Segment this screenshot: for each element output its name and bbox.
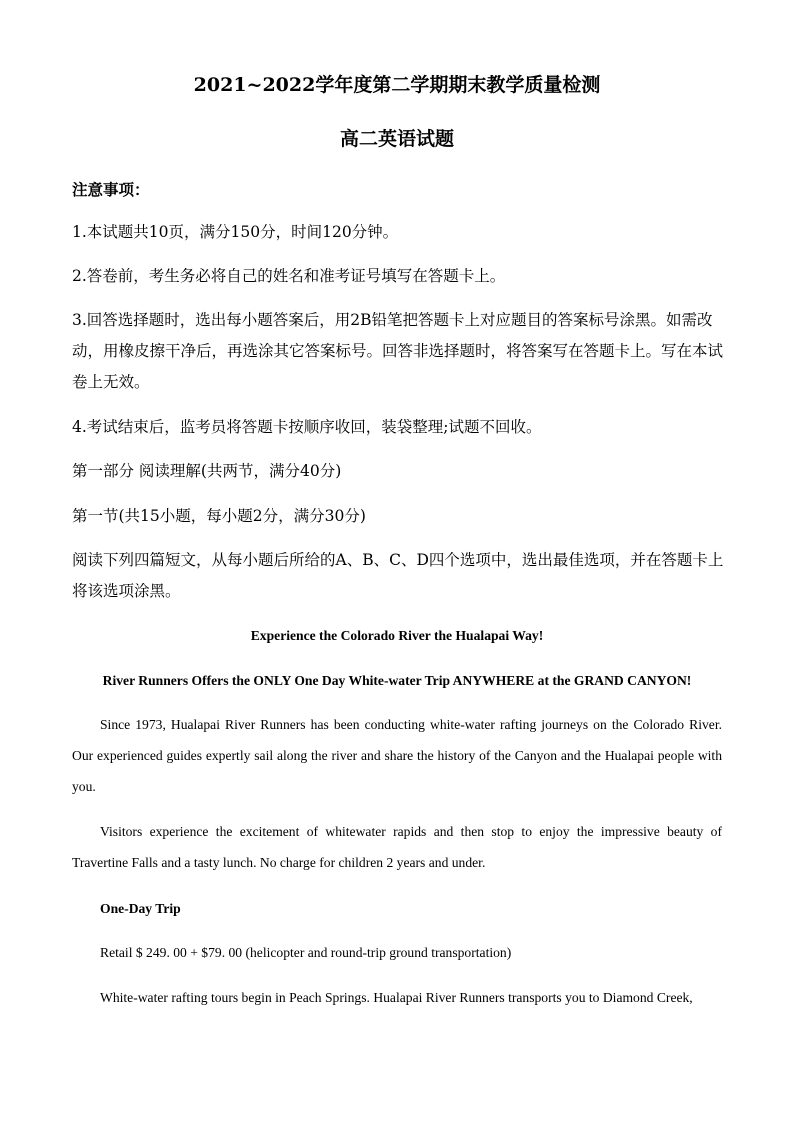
passage-paragraph-2: Visitors experience the excitement of whitewater rapids and then stop to enjoy the impressive beauty of Travertine Falls and a tasty lunch. No charge for children 2 years and under. — [72, 824, 722, 870]
section1-heading: 第一节(共15小题，每小题2分，满分30分) — [72, 507, 366, 525]
passage-paragraph-3: White-water rafting tours begin in Peach Springs. Hualapai River Runners transports you to Diamond Creek, — [100, 990, 693, 1005]
passage-title: Experience the Colorado River the Hualapai Way! — [250, 628, 544, 643]
passage-subtitle: River Runners Offers the ONLY One Day White-water Trip ANYWHERE at the GRAND CANYON! — [102, 673, 692, 688]
note-item-4: 4.考试结束后，监考员将答题卡按顺序收回，装袋整理;试题不回收。 — [72, 418, 542, 436]
subject-title: 高二英语试题 — [339, 128, 454, 150]
retail-price: Retail $ 249. 00 + $79. 00 (helicopter and round-trip ground transportation) — [100, 945, 512, 960]
note-item-3: 3.回答选择题时，选出每小题答案后，用2B铅笔把答题卡上对应题目的答案标号涂黑。如需改动，用橡皮擦干净后，再选涂其它答案标号。回答非选择题时，将答案写在答题卡上。写在本试卷上无效。 — [72, 311, 724, 391]
notes-heading: 注意事项： — [72, 180, 150, 199]
note-item-2: 2.答卷前，考生务必将自己的姓名和准考证号填写在答题卡上。 — [72, 267, 506, 285]
exam-title: 2021~2022学年度第二学期期末教学质量检测 — [193, 74, 601, 96]
note-item-1: 1.本试题共10页，满分150分，时间120分钟。 — [72, 223, 399, 241]
part1-heading: 第一部分 阅读理解(共两节，满分40分) — [72, 462, 342, 480]
one-day-trip-heading: One-Day Trip — [100, 901, 181, 916]
reading-instructions: 阅读下列四篇短文，从每小题后所给的A、B、C、D四个选项中，选出最佳选项，并在答题卡上将该选项涂黑。 — [72, 551, 724, 600]
passage-paragraph-1: Since 1973, Hualapai River Runners has been conducting white-water rafting journeys on the Colorado River. Our experienced guides expertly sail along the river and share the history of the Canyon and the Hualapai people with you. — [72, 717, 722, 794]
